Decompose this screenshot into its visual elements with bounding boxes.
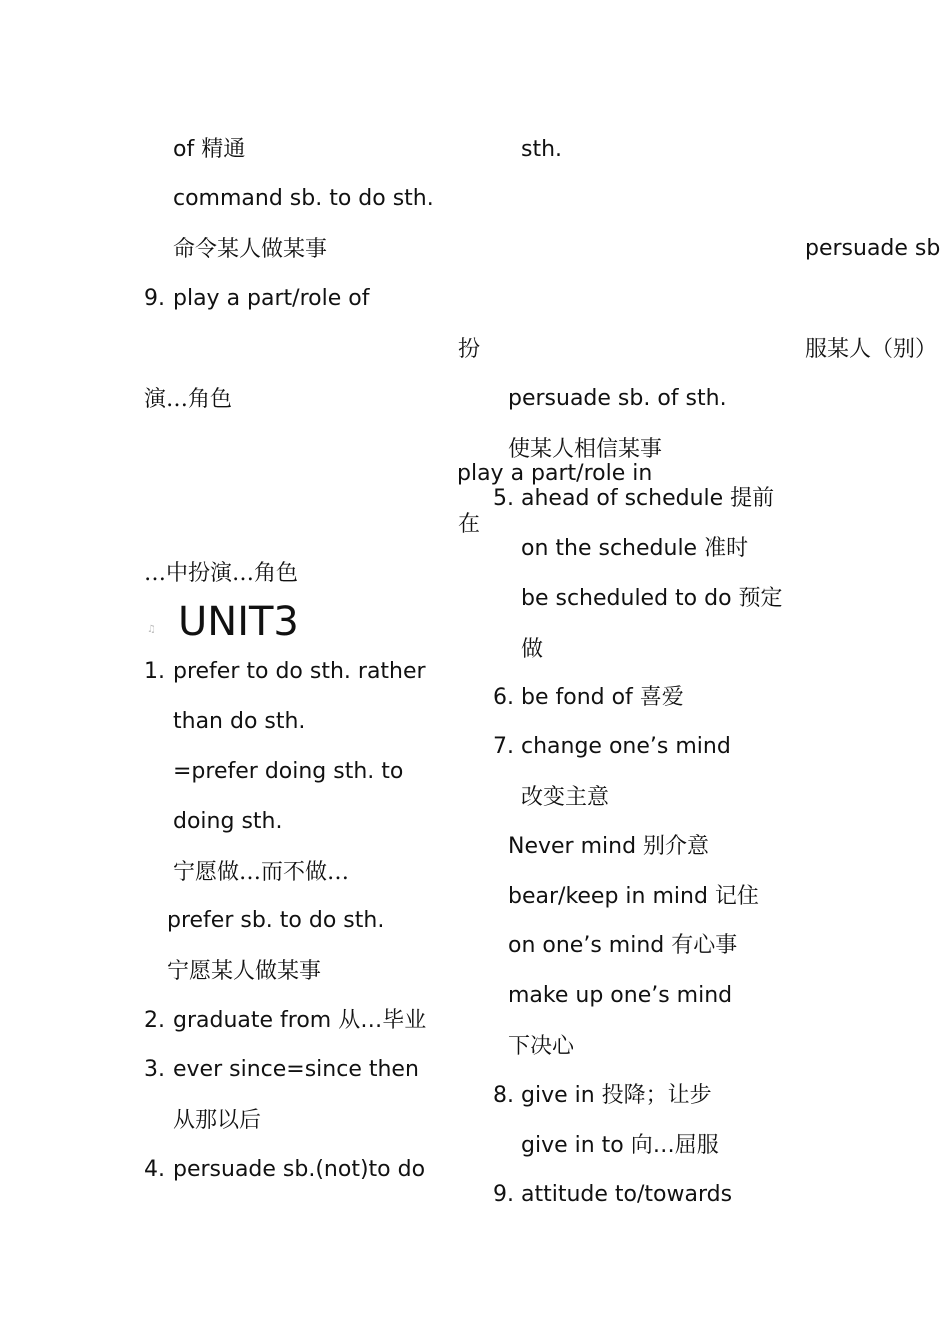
item-number-3: 3. xyxy=(144,1057,165,1082)
persuade-of-phrase: persuade sb. of sth. xyxy=(508,386,727,411)
play-part-in-translation: …中扮演…角色 xyxy=(144,561,299,586)
ever-since-translation: 从那以后 xyxy=(173,1108,262,1133)
ever-since-phrase: ever since=since then xyxy=(173,1057,419,1082)
prefer-phrase-line2: than do sth. xyxy=(173,709,306,734)
never-mind-phrase: Never mind 别介意 xyxy=(508,834,710,859)
be-scheduled-phrase: be scheduled to do 预定 xyxy=(521,586,783,611)
persuade-sb-translation: 服某人（别） xyxy=(805,337,938,362)
attitude-phrase: attitude to/towards xyxy=(521,1182,733,1207)
bear-in-mind-phrase: bear/keep in mind 记住 xyxy=(508,884,759,909)
graduate-phrase: graduate from 从…毕业 xyxy=(173,1008,427,1033)
ahead-of-schedule-phrase: ahead of schedule 提前 xyxy=(521,486,775,511)
command-translation: 命令某人做某事 xyxy=(173,237,328,262)
play-part-translation: 演…角色 xyxy=(144,387,233,412)
prefer-sb-translation: 宁愿某人做某事 xyxy=(167,959,322,984)
give-in-to-phrase: give in to 向…屈服 xyxy=(521,1133,719,1158)
command-phrase: command sb. to do sth. xyxy=(173,186,434,211)
make-up-mind-translation: 下决心 xyxy=(508,1034,575,1059)
item-number-5: 5. xyxy=(493,486,514,511)
item-number-4: 4. xyxy=(144,1157,165,1182)
unit-title: UNIT3 xyxy=(178,599,299,645)
ban-character: 扮 xyxy=(458,337,481,362)
on-ones-mind-phrase: on one’s mind 有心事 xyxy=(508,933,738,958)
change-mind-translation: 改变主意 xyxy=(521,785,610,810)
sth-line: sth. xyxy=(521,137,563,162)
item-number-7: 7. xyxy=(493,734,514,759)
zai-character: 在 xyxy=(458,512,481,537)
prefer-sb-phrase: prefer sb. to do sth. xyxy=(167,908,385,933)
prefer-phrase-line1: prefer to do sth. rather xyxy=(173,659,426,684)
persuade-sb-phrase: persuade sb xyxy=(805,236,941,261)
persuade-of-translation: 使某人相信某事 xyxy=(508,437,663,462)
prefer-phrase-line4: doing sth. xyxy=(173,809,283,834)
be-fond-of-phrase: be fond of 喜爱 xyxy=(521,685,684,710)
on-schedule-phrase: on the schedule 准时 xyxy=(521,536,749,561)
play-part-phrase: play a part/role of xyxy=(173,286,370,311)
of-proficient-line: of 精通 xyxy=(173,137,246,162)
persuade-phrase: persuade sb.(not)to do xyxy=(173,1157,426,1182)
item-number-9: 9. xyxy=(144,286,165,311)
make-up-mind-phrase: make up one’s mind xyxy=(508,983,733,1008)
prefer-translation: 宁愿做…而不做… xyxy=(173,860,350,885)
music-note-icon: ♫ xyxy=(147,624,156,635)
item-number-2: 2. xyxy=(144,1008,165,1033)
item-number-8: 8. xyxy=(493,1083,514,1108)
change-mind-phrase: change one’s mind xyxy=(521,734,731,759)
item-number-9-col2: 9. xyxy=(493,1182,514,1207)
play-part-in-phrase: play a part/role in xyxy=(457,461,653,486)
prefer-phrase-line3: =prefer doing sth. to xyxy=(173,759,404,784)
give-in-phrase: give in 投降；让步 xyxy=(521,1083,712,1108)
item-number-1: 1. xyxy=(144,659,165,684)
zuo-character: 做 xyxy=(521,637,544,662)
item-number-6: 6. xyxy=(493,685,514,710)
